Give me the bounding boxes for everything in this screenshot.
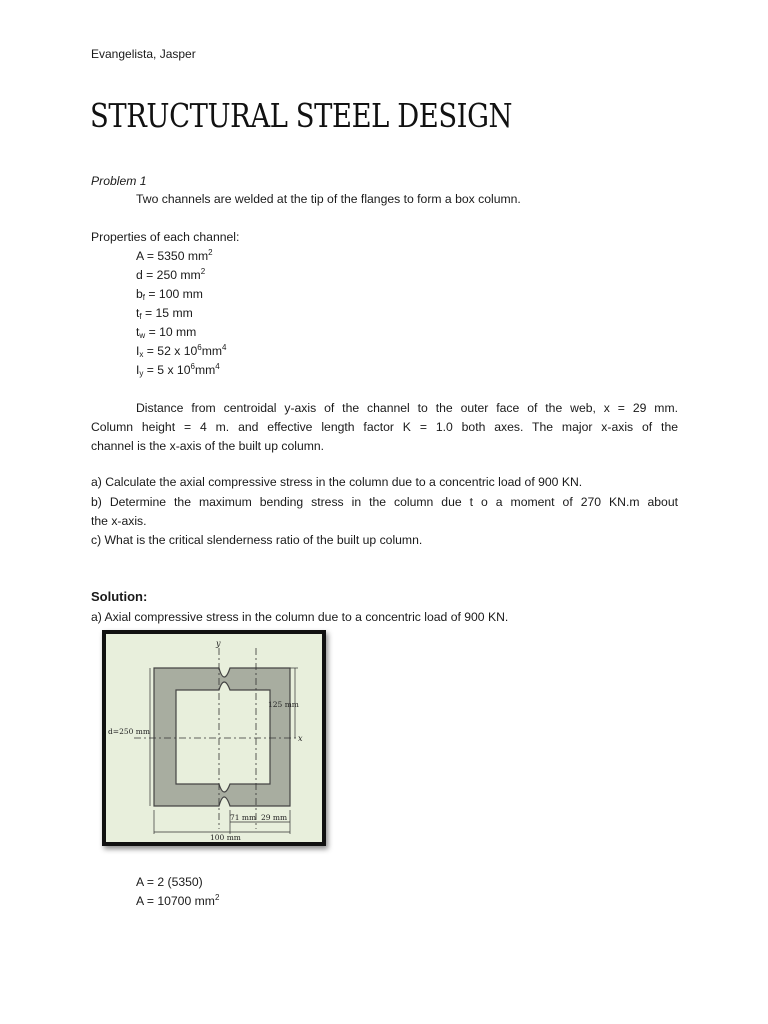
calc-line-1: A = 2 (5350): [136, 875, 203, 889]
paragraph-line: Distance from centroidal y-axis of the channel to the outer face of the web, x = 29 mm.: [136, 401, 678, 415]
properties-heading: Properties of each channel:: [91, 230, 240, 244]
question-b: b) Determine the maximum bending stress in the column due t o a moment of 270 KN.m about: [91, 495, 678, 509]
dim-100-label: 100 mm: [210, 833, 241, 842]
property-tf: $t_f = 15$ mm: [136, 306, 193, 321]
dim-125-label: 125 mm: [268, 700, 299, 709]
paragraph-line: Column height = 4 m. and effective length factor K = 1.0 both axes. The major x-axis of the: [91, 420, 678, 434]
dim-29-label: 29 mm: [261, 813, 288, 822]
property-d: d = 250 $mm^2$: [136, 267, 206, 282]
property-A: A = 5350 $mm^2$: [136, 248, 213, 263]
y-axis-label: y: [216, 639, 221, 648]
dim-71-label: 71 mm: [230, 813, 257, 822]
x-axis-label: x: [298, 734, 303, 743]
property-bf: $b_f = 100$ mm: [136, 287, 203, 302]
question-b-cont: the x-axis.: [91, 514, 147, 528]
property-Iy: $I_y = 5$ x $10^6mm^4$: [136, 362, 220, 378]
question-a: a) Calculate the axial compressive stress in the column due to a concentric load of 900 KN.: [91, 475, 583, 489]
solution-part-a: a) Axial compressive stress in the column due to a concentric load of 900 KN.: [91, 610, 509, 624]
box-column-diagram: [106, 634, 322, 842]
paragraph-line: channel is the x-axis of the built up column.: [91, 439, 325, 453]
problem-label: Problem 1: [91, 174, 147, 188]
solution-heading: Solution:: [91, 589, 148, 604]
problem-statement: Two channels are welded at the tip of the flanges to form a box column.: [136, 192, 521, 206]
author-name: Evangelista, Jasper: [91, 47, 196, 61]
box-column-figure: [102, 630, 326, 846]
question-c: c) What is the critical slenderness ratio of the built up column.: [91, 533, 423, 547]
calc-line-2: A = 10700 $mm^2$: [136, 893, 220, 908]
dim-d-label: d=250 mm: [108, 727, 151, 736]
property-tw: $t_w = 10$ mm: [136, 325, 197, 340]
document-title: STRUCTURAL STEEL DESIGN: [90, 96, 513, 135]
property-Ix: $I_x = 52$ x $10^6mm^4$: [136, 343, 227, 359]
